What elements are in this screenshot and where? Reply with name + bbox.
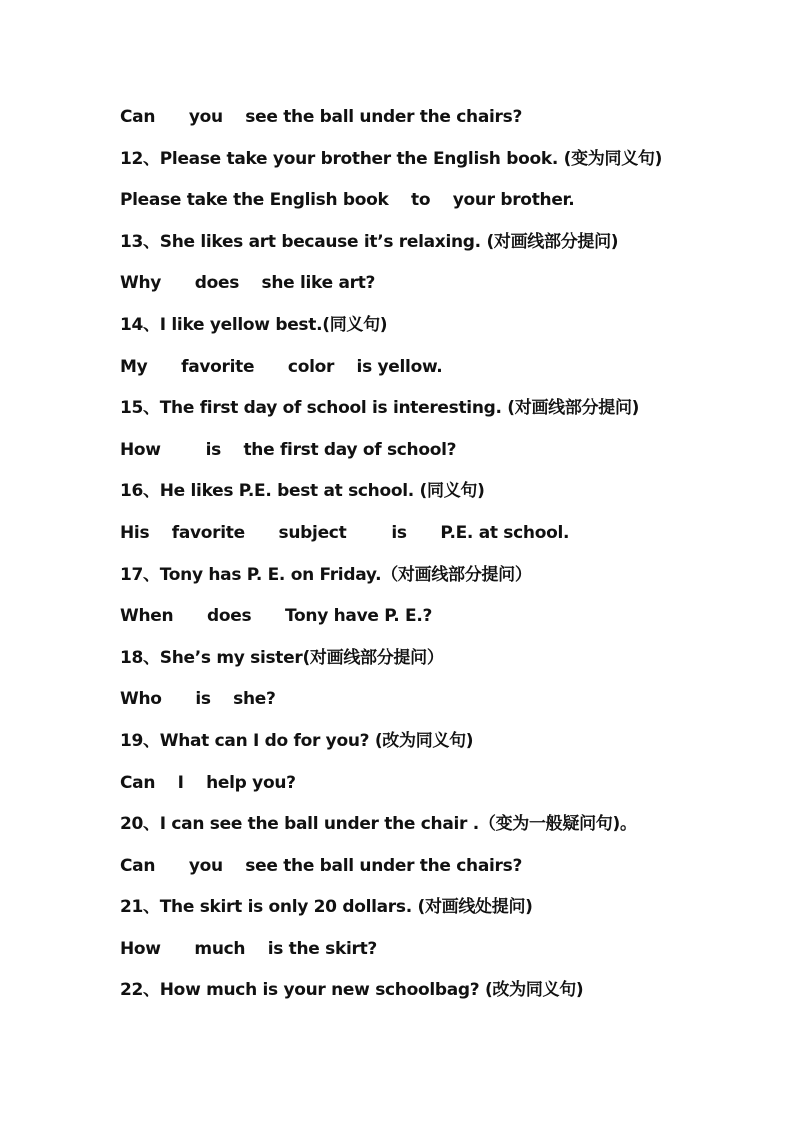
question-line: 12、Please take your brother the English book. (变为同义句) [120,148,663,169]
answer-line: Why does she like art? [120,273,376,294]
answer-line: When does Tony have P. E.? [120,606,433,627]
answer-line: Can you see the ball under the chairs? [120,107,523,127]
answer-line: How is the first day of school? [120,439,457,460]
question-line: 19、What can I do for you? (改为同义句) [120,730,474,751]
answer-line: Can you see the ball under the chairs? [120,855,523,876]
answer-line: His favorite subject is P.E. at school. [120,522,570,543]
question-line: 21、The skirt is only 20 dollars. (对画线处提问) [120,897,533,918]
answer-line: Who is she? [120,689,276,710]
answer-line: Can I help you? [120,772,296,793]
exercise-lines [120,104,760,1019]
question-line: 15、The first day of school is interesting. (对画线部分提问) [120,398,640,419]
question-line: 18、She’s my sister(对画线部分提问） [120,647,444,668]
question-line: 20、I can see the ball under the chair .（变为一般疑问句)。 [120,814,637,835]
answer-line: My favorite color is yellow. [120,356,443,377]
question-line: 17、Tony has P. E. on Friday.（对画线部分提问） [120,564,532,585]
question-line: 16、He likes P.E. best at school. (同义句) [120,481,485,502]
question-line: 22、How much is your new schoolbag? (改为同义句) [120,980,584,1001]
answer-line: Please take the English book to your brother. [120,190,575,211]
question-line: 13、She likes art because it’s relaxing. (对画线部分提问) [120,231,619,252]
question-line: 14、I like yellow best.(同义句) [120,314,388,335]
answer-line: How much is the skirt? [120,938,377,959]
